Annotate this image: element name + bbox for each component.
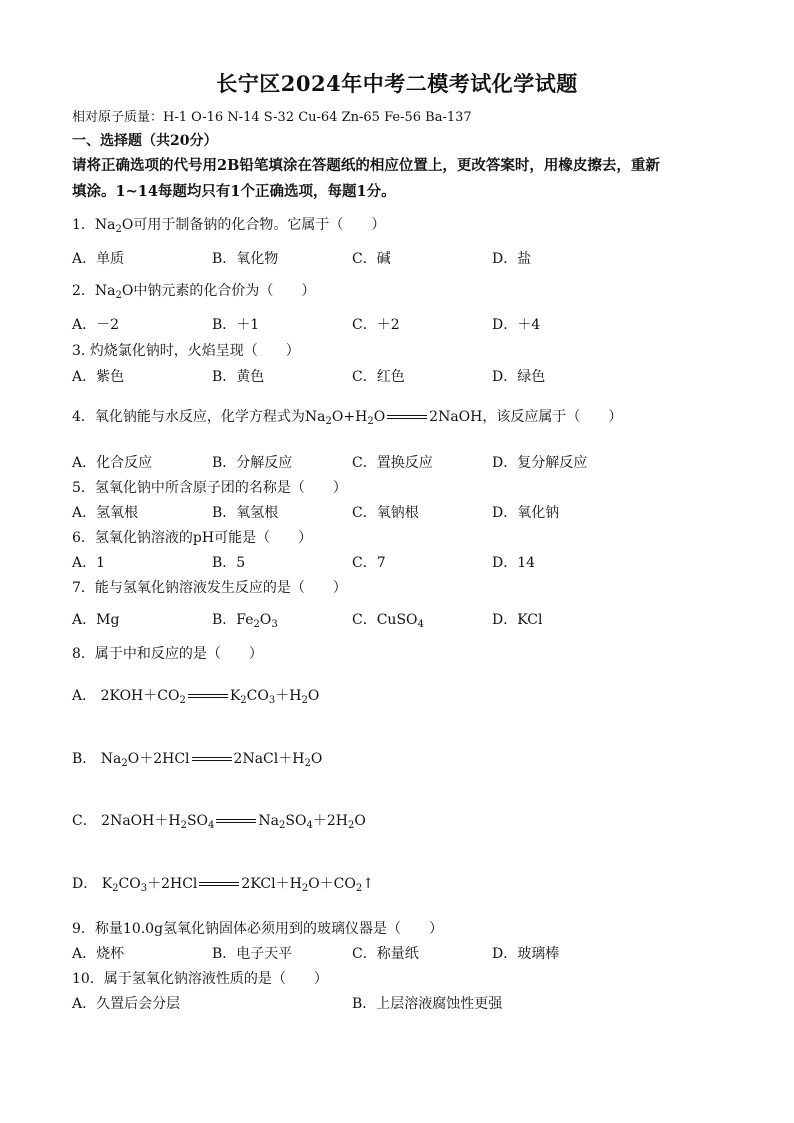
q5-option-b: B．氧氢根 bbox=[212, 505, 279, 521]
equals-sign bbox=[387, 415, 427, 419]
q1-option-b: B．氧化物 bbox=[212, 251, 279, 267]
q7-option-a: A．Mg bbox=[72, 612, 120, 628]
q7-option-c: C．CuSO$_4$ bbox=[352, 612, 424, 630]
q1-option-a: A．单质 bbox=[72, 251, 125, 267]
q5-option-d: D．氧化钠 bbox=[492, 505, 560, 521]
instructions-line-2: 填涂。1~14每题均只有1个正确选项，每题1分。 bbox=[72, 183, 396, 200]
question-3: 3. 灼烧氯化钠时，火焰呈现（ ） bbox=[72, 343, 300, 359]
q1-option-d: D．盐 bbox=[492, 251, 532, 267]
q9-option-a: A．烧杯 bbox=[72, 946, 125, 962]
q6-option-c: C．7 bbox=[352, 555, 386, 571]
equals-sign bbox=[188, 694, 228, 698]
q3-option-d: D．绿色 bbox=[492, 369, 546, 385]
q10-option-a: A．久置后会分层 bbox=[72, 996, 181, 1012]
q1-option-c: C．碱 bbox=[352, 251, 391, 267]
q2-option-d: D．＋4 bbox=[492, 317, 541, 333]
q4-option-c: C．置换反应 bbox=[352, 455, 433, 471]
q2-option-c: C．＋2 bbox=[352, 317, 400, 333]
q2-option-a: A．－2 bbox=[72, 317, 120, 333]
q4-option-d: D．复分解反应 bbox=[492, 455, 588, 471]
equals-sign bbox=[216, 819, 256, 823]
q6-option-d: D．14 bbox=[492, 555, 536, 571]
q8-option-a: A． $2KOH+CO_2$ $K_2CO_3+H_2O$ bbox=[72, 688, 320, 706]
q4-option-a: A．化合反应 bbox=[72, 455, 153, 471]
q5-option-c: C．氧钠根 bbox=[352, 505, 419, 521]
q2-option-b: B．＋1 bbox=[212, 317, 260, 333]
q7-option-d: D．KCl bbox=[492, 612, 543, 628]
up-arrow-icon: ↑ bbox=[362, 876, 374, 892]
q6-option-b: B．5 bbox=[212, 555, 246, 571]
atomic-masses: 相对原子质量：H-1 O-16 N-14 S-32 Cu-64 Zn-65 Fe-56 Ba-137 bbox=[72, 110, 472, 125]
q8-option-b: B． $Na_2O+2HCl$ $2NaCl+H_2O$ bbox=[72, 751, 323, 769]
question-2: 2．$Na_2O$中钠元素的化合价为（ ） bbox=[72, 283, 316, 301]
q10-option-b: B．上层溶液腐蚀性更强 bbox=[352, 996, 503, 1012]
q8-option-d: D． $K_2CO_3+2HCl$ $2KCl+H_2O+CO_2↑$ bbox=[72, 876, 374, 894]
question-7: 7．能与氢氧化钠溶液发生反应的是（ ） bbox=[72, 580, 347, 596]
question-5: 5．氢氧化钠中所含原子团的名称是（ ） bbox=[72, 480, 347, 496]
q3-option-c: C．红色 bbox=[352, 369, 405, 385]
q9-option-d: D．玻璃棒 bbox=[492, 946, 560, 962]
question-4: 4．氧化钠能与水反应，化学方程式为$Na_2O+H_2O$ 2NaOH，该反应属于（ ） bbox=[72, 409, 623, 427]
q4-option-b: B．分解反应 bbox=[212, 455, 293, 471]
question-1: 1．$Na_2O$可用于制备钠的化合物。它属于（ ） bbox=[72, 217, 386, 235]
equals-sign bbox=[192, 757, 232, 761]
q9-option-b: B．电子天平 bbox=[212, 946, 293, 962]
question-10: 10．属于氢氧化钠溶液性质的是（ ） bbox=[72, 971, 328, 987]
q7-option-b: B．$Fe_2O_3$ bbox=[212, 612, 278, 630]
q8-option-c: C． $2NaOH+H_2SO_4$ $Na_2SO_4+2H_2O$ bbox=[72, 813, 366, 831]
page-title: 长宁区2024年中考二模考试化学试题 bbox=[216, 71, 578, 96]
instructions-line-1: 请将正确选项的代号用2B铅笔填涂在答题纸的相应位置上，更改答案时，用橡皮擦去，重新 bbox=[72, 157, 660, 174]
q3-option-b: B．黄色 bbox=[212, 369, 265, 385]
section-heading: 一、选择题（共20分） bbox=[72, 133, 218, 149]
q3-option-a: A．紫色 bbox=[72, 369, 125, 385]
question-9: 9．称量10.0g氢氧化钠固体必须用到的玻璃仪器是（ ） bbox=[72, 921, 444, 937]
question-6: 6．氢氧化钠溶液的pH可能是（ ） bbox=[72, 530, 313, 546]
equals-sign bbox=[199, 882, 239, 886]
q5-option-a: A．氢氧根 bbox=[72, 505, 139, 521]
q9-option-c: C．称量纸 bbox=[352, 946, 419, 962]
question-8: 8．属于中和反应的是（ ） bbox=[72, 646, 263, 662]
q6-option-a: A．1 bbox=[72, 555, 106, 571]
